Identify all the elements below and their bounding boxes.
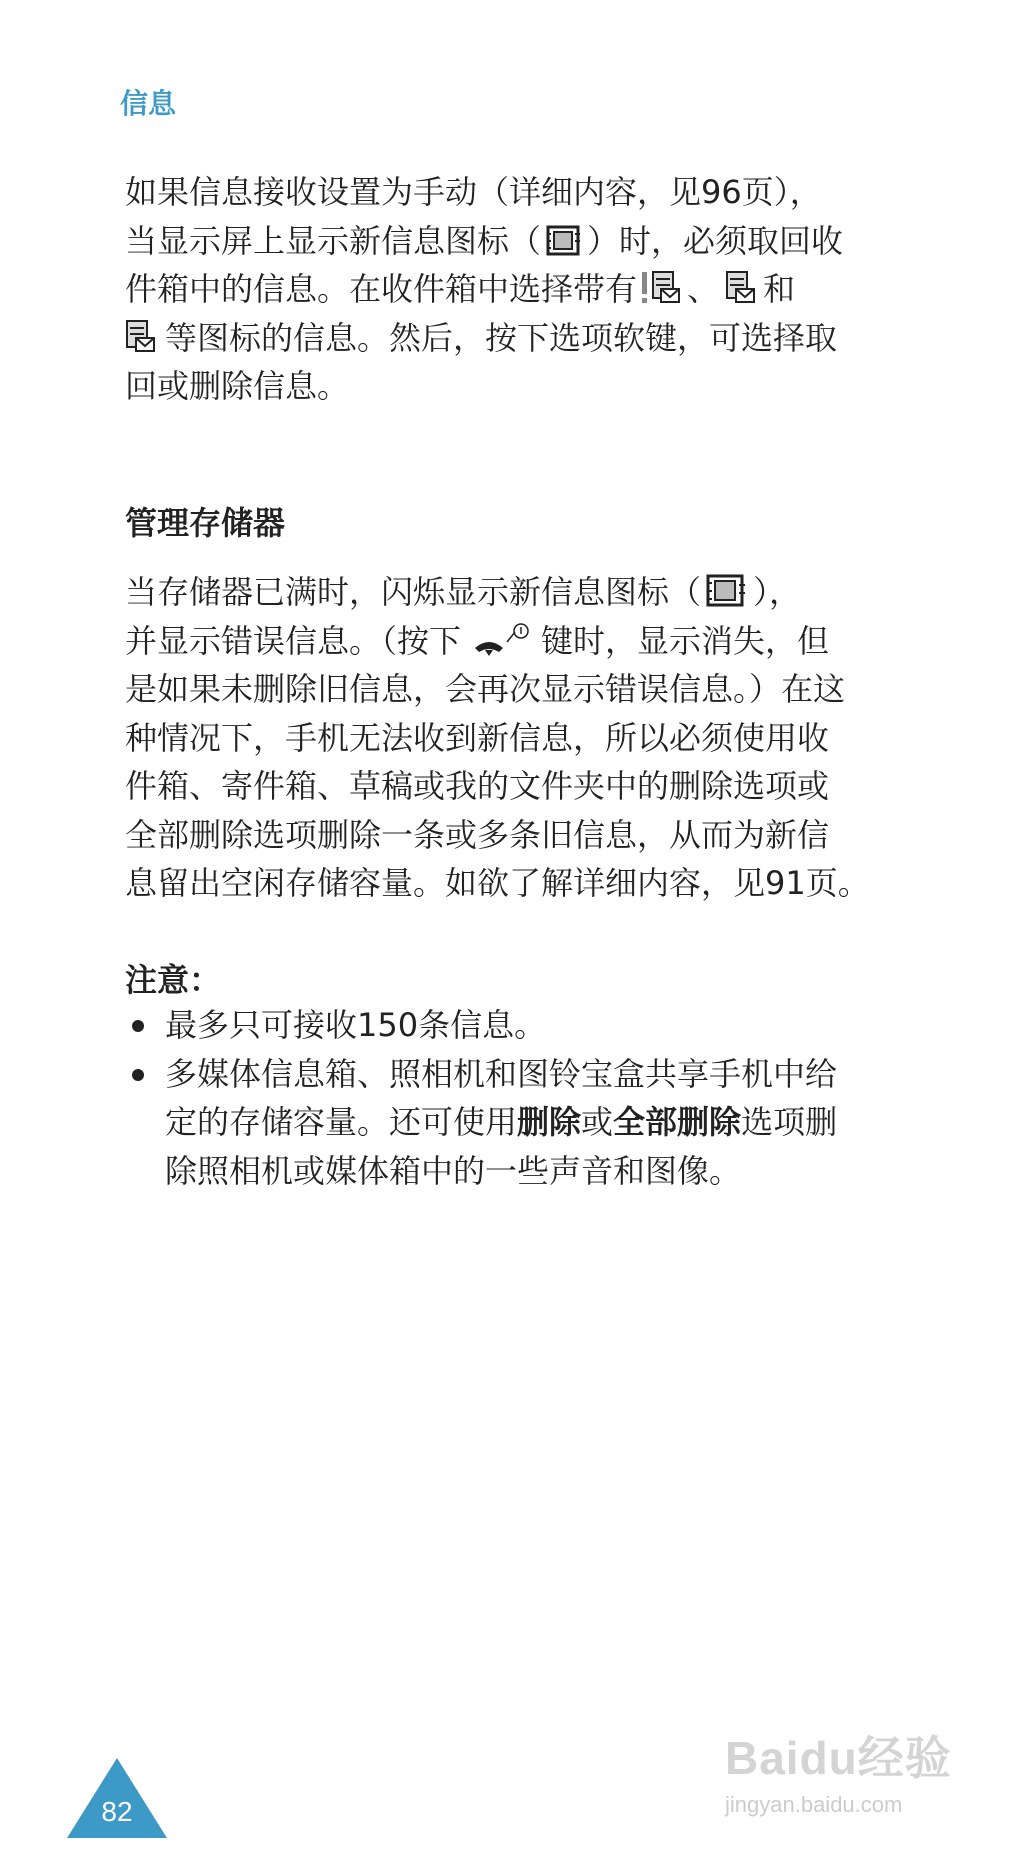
text: 定的存储容量。还可使用 [165,1103,518,1141]
text: 件箱、寄件箱、草稿或我的文件夹中的删除选项或 [125,767,830,805]
bullet-icon [132,1069,144,1081]
note-list [128,1001,898,1195]
text: 件箱中的信息。在收件箱中选择带有 [125,270,638,308]
text: 和 [763,270,796,308]
list-item-continuation [128,1147,898,1196]
urgent-message-icon [641,270,683,320]
retrieve-paragraph [125,168,895,411]
text: 除照相机或媒体箱中的一些声音和图像。 [165,1151,742,1190]
watermark [725,1722,975,1842]
text: 当存储器已满时，闪烁显示新信息图标（ [125,573,702,611]
list-item-continuation [128,1098,898,1147]
note-title: 注意： [125,961,222,999]
new-message-icon [705,573,749,623]
bullet-icon [132,1020,144,1032]
text: 键时，显示消失，但 [541,621,830,660]
text: 等图标的信息。然后，按下选项软键，可选择取 [165,318,838,357]
delete-all-option-label: 全部删除 [613,1103,742,1141]
text: 并显示错误信息。（按下 [125,621,462,660]
end-call-key-icon [471,622,531,672]
text: 选项删 [741,1103,838,1141]
text: 、 [687,270,720,308]
text: 或 [581,1103,614,1141]
text: ）时，必须取回收 [587,221,844,260]
section-title: 管理存储器 [125,504,286,542]
page-number: 82 [101,1796,133,1827]
list-item [128,1001,898,1050]
text: 如果信息接收设置为手动（详细内容，见96页）， [125,173,822,211]
new-message-icon [545,223,583,272]
text: 全部删除选项删除一条或多条旧信息，从而为新信 [125,815,830,854]
message-icon [125,319,161,369]
text: 息留出空闲存储容量。如欲了解详细内容，见91页。 [125,864,870,902]
text: 当显示屏上显示新信息图标（ [125,221,542,260]
memory-paragraph [125,568,895,908]
text: 多媒体信息箱、照相机和图铃宝盒共享手机中给 [165,1054,838,1093]
message-icon [723,270,759,320]
text: 回或删除信息。 [125,367,350,405]
text: ）， [753,573,802,611]
section-header: 信息 [120,87,177,120]
list-item [128,1050,898,1099]
watermark-logo: Baidu经验 [725,1732,952,1784]
delete-option-label: 删除 [517,1103,582,1141]
text: 最多只可接收150条信息。 [165,1006,547,1044]
watermark-url: jingyan.baidu.com [725,1792,903,1817]
text: 种情况下，手机无法收到新信息，所以必须使用收 [125,718,830,757]
text: 是如果未删除旧信息，会再次显示错误信息。）在这 [125,670,846,708]
